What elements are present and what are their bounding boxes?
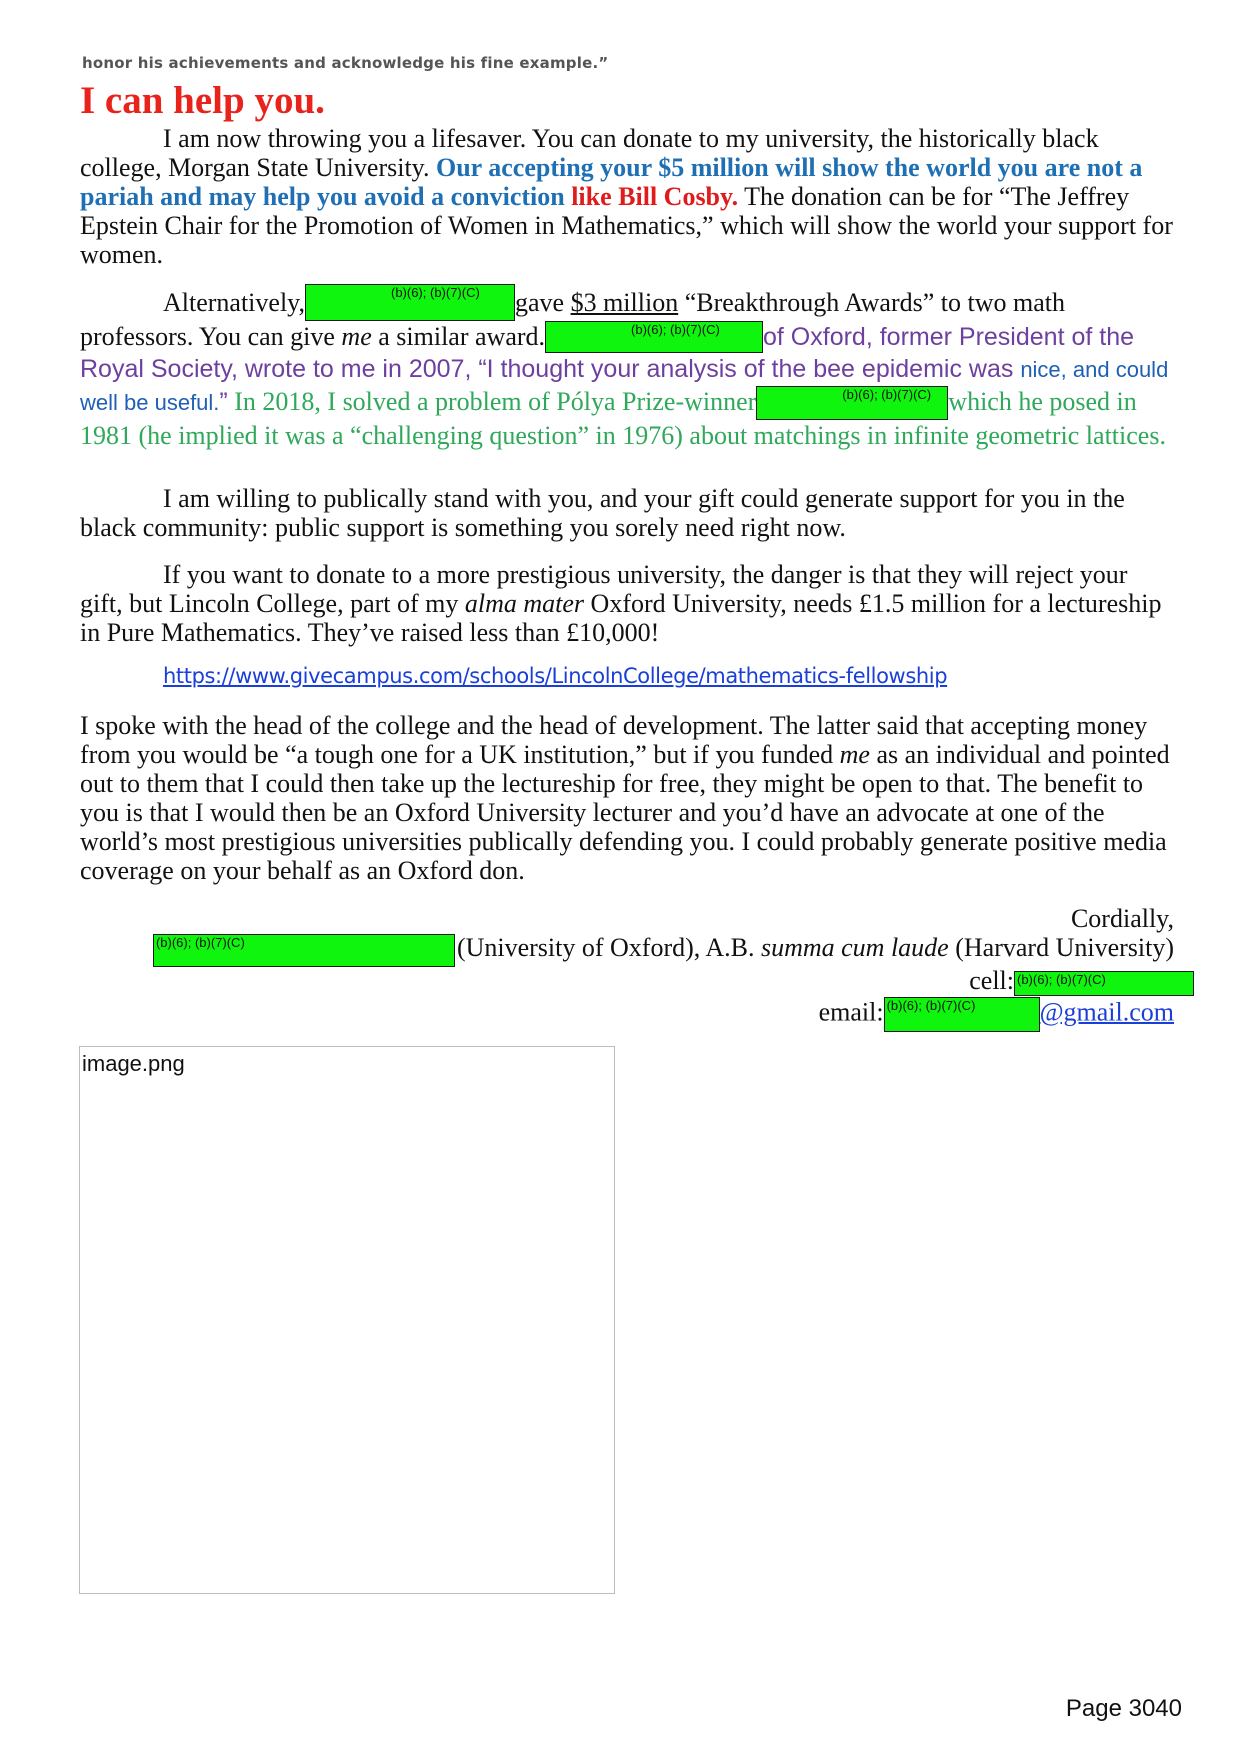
p2-me: me xyxy=(341,322,372,351)
cell-label: cell: xyxy=(969,966,1014,995)
p5-text-b: as an individual and pointed out to them that I could then take up the lectureship for free, they might be open to that. The benefit to you is that I would then be an Oxford University lecturer and you’d have an advocate at one of the world’s most prestigious universities publically defending you. I could probably generate positive media coverage on your behalf as an Oxford don. xyxy=(80,740,1170,885)
paragraph-1 xyxy=(80,124,1176,269)
paragraph-5 xyxy=(80,711,1176,885)
redaction-box: (b)(6); (b)(7)(C) xyxy=(756,386,948,420)
redaction-box: (b)(6); (b)(7)(C) xyxy=(884,997,1040,1032)
p2-purple-quote: of Oxford, former President of the Royal Society, wrote to me in 2007, “I thought your analysis of the bee epidemic was xyxy=(80,323,1135,383)
paragraph-4 xyxy=(80,560,1176,647)
heading: I can help you. xyxy=(80,79,325,122)
p4-text: If you want to donate to a more prestigious university, the danger is that they will reject your gift, but Lincoln College, part of my xyxy=(80,560,1128,618)
affiliation-italic: summa cum laude xyxy=(760,933,949,962)
paragraph-3 xyxy=(80,484,1176,542)
redaction-box: (b)(6); (b)(7)(C) xyxy=(545,321,763,353)
signature-email xyxy=(819,997,1174,1032)
fellowship-link[interactable]: https://www.givecampus.com/schools/LincolnCollege/mathematics-fellowship xyxy=(163,664,948,688)
page-number: Page 3040 xyxy=(1065,1695,1182,1722)
header-fragment: honor his achievements and acknowledge his fine example.” xyxy=(82,54,609,72)
paragraph-2 xyxy=(80,287,1176,452)
p4-text-b: Oxford University, needs £1.5 million for a lectureship in Pure Mathematics. They’ve raised less than £10,000! xyxy=(80,589,1162,647)
p2-text-c: “Breakthrough Awards” to two math professors. You can give xyxy=(80,288,1066,351)
affiliation-text: (University of Oxford), A.B. xyxy=(456,933,761,962)
p5-text: I spoke with the head of the college and the head of development. The latter said that accepting money from you would be “a tough one for a UK institution,” but if you funded xyxy=(80,711,1148,769)
p1-blue-text: Our accepting your $5 million will show the world you are not a pariah and may help you avoid a conviction xyxy=(80,153,1143,211)
closing: Cordially, xyxy=(1070,904,1174,933)
p2-text-d: a similar award. xyxy=(371,322,546,351)
email-label: email: xyxy=(818,997,884,1027)
redaction-box: (b)(6); (b)(7)(C) xyxy=(305,284,515,321)
p3-text: I am willing to publically stand with you, and your gift could generate support for you in the black community: public support is something you sorely need right now. xyxy=(80,484,1125,542)
p4-alma-mater: alma mater xyxy=(464,589,585,618)
affiliation-text-b: (Harvard University) xyxy=(948,933,1174,962)
p2-green-text: In 2018, I solved a problem of Pólya Prize-winner xyxy=(227,387,757,416)
p5-me: me xyxy=(839,740,870,769)
p2-green-text-b: which he posed in 1981 (he implied it was a “challenging question” in 1976) about matchings in infinite geometric lattices. xyxy=(80,387,1166,450)
redaction-box: (b)(6); (b)(7)(C) xyxy=(1014,971,1194,996)
signature-affiliation xyxy=(153,933,1174,967)
p2-close-quote: ” xyxy=(219,388,228,416)
p1-text: I am now throwing you a lifesaver. You can donate to my university, the historically black college, Morgan State University. xyxy=(80,124,1099,182)
p2-amount: $3 million xyxy=(570,288,679,317)
redaction-box: (b)(6); (b)(7)(C) xyxy=(153,934,455,967)
image-caption: image.png xyxy=(82,1051,185,1076)
signature-cell xyxy=(969,966,1194,996)
p1-red-text: like Bill Cosby. xyxy=(564,182,739,211)
p2-text: Alternatively, xyxy=(163,288,305,317)
p1-text-end: The donation can be for “The Jeffrey Epstein Chair for the Promotion of Women in Mathematics,” which will show the world your support for women. xyxy=(80,182,1173,269)
p2-blue-quote: nice, and could well be useful. xyxy=(80,357,1169,415)
image-placeholder xyxy=(79,1046,615,1594)
p2-text-b: gave xyxy=(514,288,571,317)
email-domain-link[interactable]: @gmail.com xyxy=(1039,997,1174,1027)
